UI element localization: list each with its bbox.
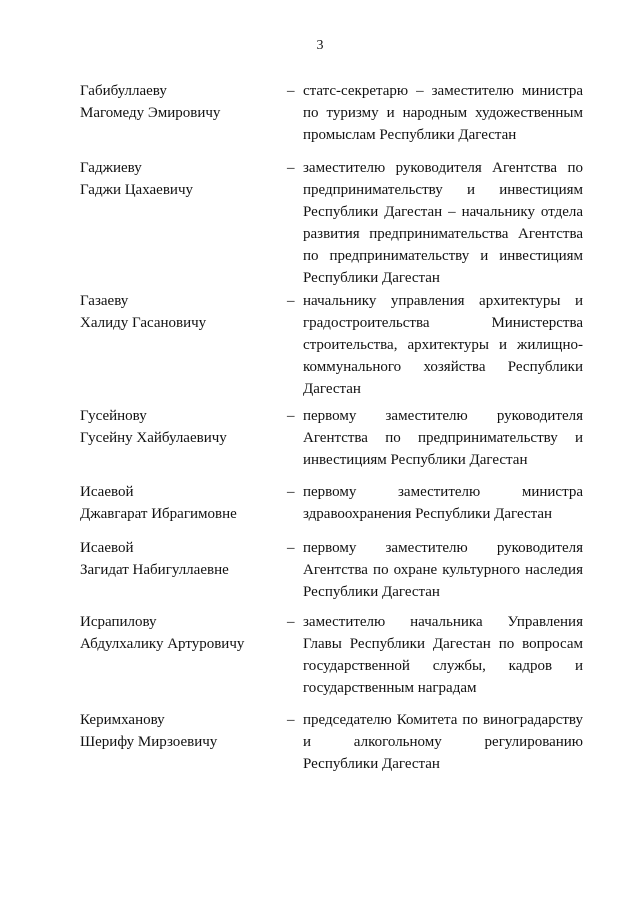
person-given-name: Магомеду Эмировичу — [80, 105, 221, 121]
position-description: председателю Комитета по виноградарству и алкогольному регулированию Республики Дагестан — [303, 712, 583, 772]
dash-separator: – — [287, 614, 295, 630]
person-name — [80, 481, 280, 525]
person-given-name: Шерифу Мирзоевичу — [80, 734, 218, 750]
person-given-name: Гусейну Хайбулаевичу — [80, 430, 227, 446]
person-name — [80, 611, 280, 655]
dash-separator: – — [287, 293, 295, 309]
person-given-name: Джавгарат Ибрагимовне — [80, 506, 237, 522]
person-name — [80, 290, 280, 334]
person-surname: Исаевой — [80, 540, 134, 556]
position-description: первому заместителю руководителя Агентства по охране культурного наследия Республики Дагестан — [303, 540, 583, 600]
person-surname: Газаеву — [80, 293, 129, 309]
person-name — [80, 709, 280, 753]
dash-separator: – — [287, 160, 295, 176]
position-description: заместителю начальника Управления Главы Республики Дагестан по вопросам государственной службы, кадров и государственным наградам — [303, 614, 583, 696]
person-surname: Габибуллаеву — [80, 83, 167, 99]
dash-separator: – — [287, 83, 295, 99]
position-description: статс-секретарю – заместителю министра по туризму и народным художественным промыслам Республики Дагестан — [303, 83, 583, 143]
dash-separator: – — [287, 484, 295, 500]
person-given-name: Абдулхалику Артуровичу — [80, 636, 245, 652]
person-name — [80, 537, 280, 581]
person-name — [80, 405, 280, 449]
person-surname: Гусейнову — [80, 408, 147, 424]
page-number: 3 — [316, 38, 324, 53]
position-description: начальнику управления архитектуры и градостроительства Министерства строительства, архитектуры и жилищно-коммунального хозяйства Республики Дагестан — [303, 293, 583, 397]
person-given-name: Загидат Набигуллаевне — [80, 562, 229, 578]
person-surname: Керимханову — [80, 712, 165, 728]
person-name — [80, 157, 280, 201]
position-description: первому заместителю руководителя Агентства по предпринимательству и инвестициям Республики Дагестан — [303, 408, 583, 468]
position-description: первому заместителю министра здравоохранения Республики Дагестан — [303, 484, 583, 522]
person-name — [80, 80, 280, 124]
person-surname: Исаевой — [80, 484, 134, 500]
person-given-name: Гаджи Цахаевичу — [80, 182, 193, 198]
person-surname: Гаджиеву — [80, 160, 142, 176]
person-surname: Исрапилову — [80, 614, 157, 630]
dash-separator: – — [287, 712, 295, 728]
dash-separator: – — [287, 408, 295, 424]
person-given-name: Халиду Гасановичу — [80, 315, 207, 331]
dash-separator: – — [287, 540, 295, 556]
position-description: заместителю руководителя Агентства по предпринимательству и инвестициям Республики Дагестан – начальнику отдела развития предпринимательства Агентства по предпринимательству и инвестициям Республики Дагестан — [303, 160, 583, 286]
